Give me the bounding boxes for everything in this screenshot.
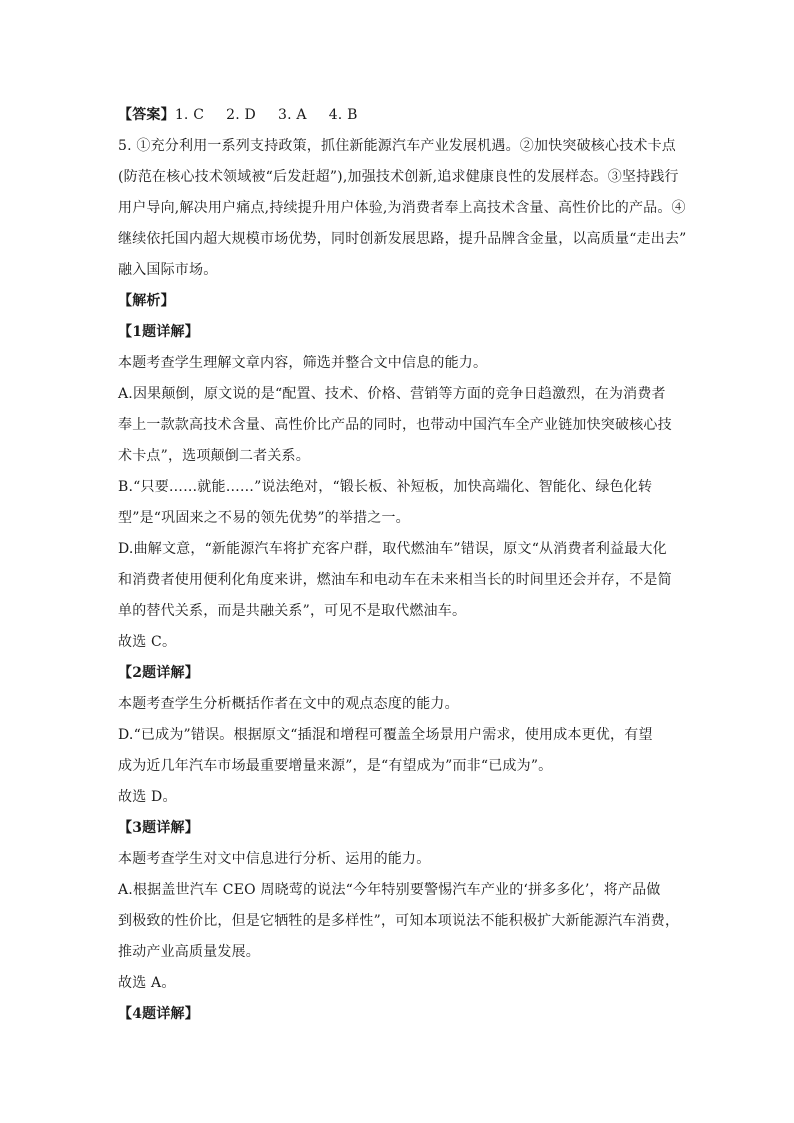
q1-line: D.曲解文意，“新能源汽车将扩充客户群，取代燃油车”错误，原文“从消费者利益最大化 <box>118 541 667 557</box>
q1-line: 术卡点”，选项颠倒二者关系。 <box>118 448 310 464</box>
q2-heading: 【2题详解】 <box>118 665 199 681</box>
answer-3: 3. A <box>277 107 307 123</box>
q5-line: 5. ①充分利用一系列支持政策，抓住新能源汽车产业发展机遇。②加快突破核心技术卡点 <box>118 138 677 154</box>
q1-line: 本题考查学生理解文章内容，筛选并整合文中信息的能力。 <box>118 355 488 371</box>
q1-line: 单的替代关系，而是共融关系”，可见不是取代燃油车。 <box>118 603 467 619</box>
q5-line: 用户导向,解决用户痛点,持续提升用户体验,为消费者奉上高技术含量、高性价比的产品。④ <box>118 200 686 216</box>
q5-line: 融入国际市场。 <box>118 262 218 278</box>
q2-line: 本题考查学生分析概括作者在文中的观点态度的能力。 <box>118 696 459 712</box>
q1-heading: 【1题详解】 <box>118 324 199 340</box>
answer-2: 2. D <box>226 107 256 123</box>
q1-conclusion: 故选 C。 <box>118 634 177 650</box>
answer-line <box>118 100 688 131</box>
q5-line: 继续依托国内超大规模市场优势，同时创新发展思路，提升品牌含金量，以高质量“走出去” <box>118 231 687 247</box>
answer-label: 【答案】 <box>118 107 175 123</box>
q4-heading: 【4题详解】 <box>118 1006 199 1022</box>
q1-line: 奉上一款款高技术含量、高性价比产品的同时，也带动中国汽车全产业链加快突破核心技 <box>118 417 672 433</box>
answer-4: 4. B <box>328 107 358 123</box>
q1-line: B.“只要……就能……”说法绝对，“锻长板、补短板，加快高端化、智能化、绿色化转 <box>118 479 653 495</box>
q1-line: 和消费者使用便利化角度来讲，燃油车和电动车在未来相当长的时间里还会并存，不是简 <box>118 572 672 588</box>
q3-line: 本题考查学生对文中信息进行分析、运用的能力。 <box>118 851 431 867</box>
answer-1: 1. C <box>174 107 205 123</box>
document-page <box>118 100 688 1030</box>
q5-line: (防范在核心技术领域被“后发赶超”),加强技术创新,追求健康良性的发展样态。③坚持践行 <box>118 169 679 185</box>
q3-line: A.根据盖世汽车 CEO 周晓莺的说法“今年特别要警惕汽车产业的‘拼多多化’，将产品做 <box>118 882 661 898</box>
q3-line: 到极致的性价比，但是它牺牲的是多样性”，可知本项说法不能积极扩大新能源汽车消费， <box>118 913 680 929</box>
q2-conclusion: 故选 D。 <box>118 789 177 805</box>
q3-line: 推动产业高质量发展。 <box>118 944 260 960</box>
q1-line: A.因果颠倒，原文说的是“配置、技术、价格、营销等方面的竞争日趋激烈，在为消费者 <box>118 386 666 402</box>
q3-heading: 【3题详解】 <box>118 820 199 836</box>
q2-line: D.“已成为”错误。根据原文“插混和增程可覆盖全场景用户需求，使用成本更优，有望 <box>118 727 653 743</box>
analysis-heading: 【解析】 <box>118 293 175 309</box>
q1-line: 型”是“巩固来之不易的领先优势”的举措之一。 <box>118 510 410 526</box>
q2-line: 成为近几年汽车市场最重要增量来源”，是“有望成为”而非“已成为”。 <box>118 758 553 774</box>
q3-conclusion: 故选 A。 <box>118 975 176 991</box>
